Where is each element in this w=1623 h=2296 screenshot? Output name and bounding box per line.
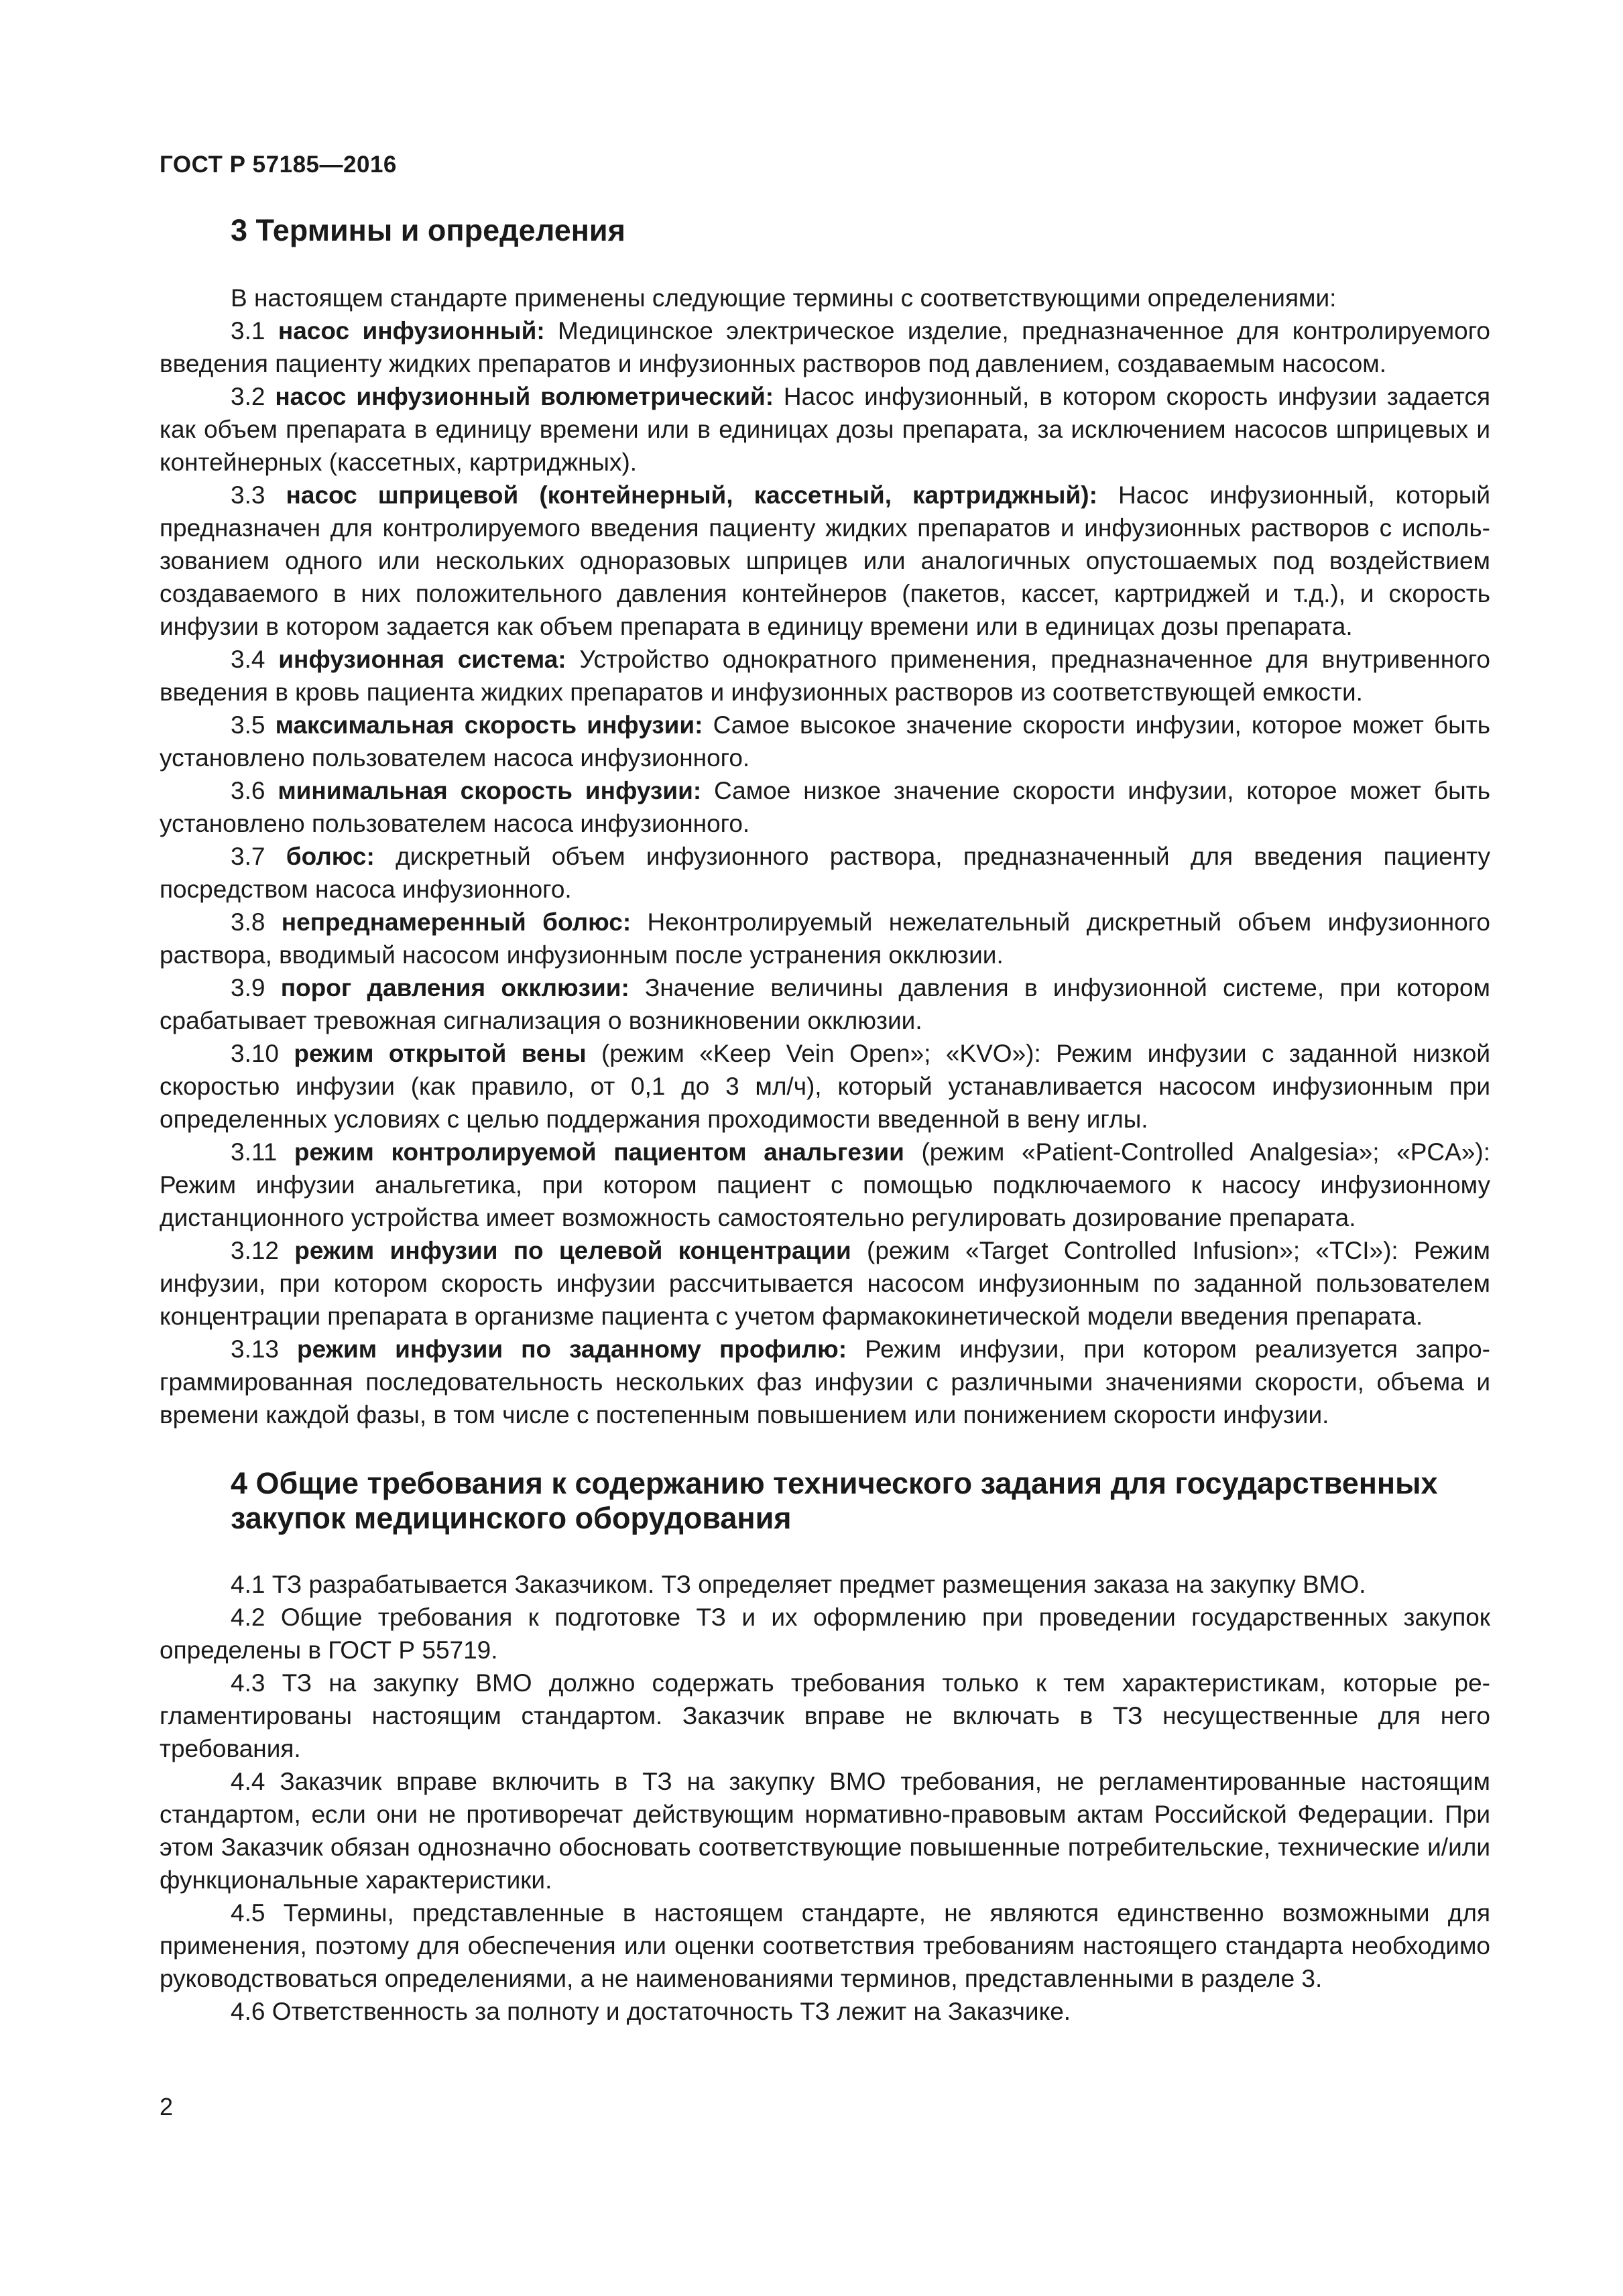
term-number: 3.9 — [231, 974, 281, 1002]
term-name: режим контролируемой пациентом анальгезии — [294, 1138, 904, 1166]
page-number: 2 — [160, 2093, 174, 2120]
term-number: 3.4 — [231, 646, 279, 673]
term-3-9 — [160, 971, 1490, 1037]
term-number: 3.6 — [231, 777, 278, 804]
section-3-title: 3 Термины и определения — [231, 213, 625, 247]
term-name: минимальная скорость инфузии: — [278, 777, 702, 804]
term-3-10 — [160, 1037, 1490, 1136]
term-definition: (режим «Keep Vein Open»; «KVO»): Режим инфузии с заданной низкой скоростью инфузии (как правило, от 0,1 до 3 мл/ч), который устанавливается насосом инфузионным при определенных условиях с целью поддержания проходимости введенной в вену иглы. — [160, 1040, 1490, 1133]
term-3-5 — [160, 709, 1490, 774]
term-definition: Медицинское электрическое изделие, предназначенное для контролируемого введения пациенту жидких препаратов и инфузионных растворов под давлением, создаваемым насосом. — [160, 317, 1491, 377]
term-number: 3.2 — [231, 383, 276, 410]
term-name: порог давления окклюзии: — [280, 974, 629, 1002]
term-name: насос шприцевой (контейнерный, кассетный, картриджный): — [286, 481, 1097, 509]
clause-4-5: 4.5 Термины, представленные в настоящем стандарте, не являются единственно возможными для применения, поэтому для обеспечения или оценки соответствия требованиям настоящего стандарта необходимо руководствоваться определениями, а не наименованиями терминов, представленными в разделе 3. — [160, 1899, 1490, 1992]
section-4-title: 4 Общие требования к содержанию технического задания для государственных закупок медицинского оборудования — [231, 1466, 1438, 1535]
document-body — [160, 213, 1490, 2028]
clause-4-3: 4.3 ТЗ на закупку ВМО должно содержать требования только к тем характеристикам, которые регламентированы настоящим стандартом. Заказчик вправе не включать в ТЗ несущественные для него требования. — [160, 1669, 1490, 1762]
clause-4-4: 4.4 Заказчик вправе включить в ТЗ на закупку ВМО требования, не регламентированные настоящим стандартом, если они не противоречат действующим нормативно-правовым актам Российской Федерации. При этом Заказчик обязан однозначно обосновать соответствующие повышенные потребительские, технические и/или функциональные характеристики. — [160, 1768, 1490, 1894]
term-definition: Устройство однократного применения, предназначенное для внутривенного введения в кровь пациента жидких препаратов и инфузионных растворов из соответствующей емкости. — [160, 646, 1490, 706]
term-definition: Самое высокое значение скорости инфузии, которое может быть установлено пользователем насоса инфузионного. — [160, 711, 1491, 772]
term-name: насос инфузионный волюметрический: — [275, 383, 774, 410]
term-number: 3.8 — [231, 908, 282, 936]
clause-4-6: 4.6 Ответственность за полноту и достаточность ТЗ лежит на Заказчике. — [231, 1998, 1071, 2025]
term-name: инфузионная система: — [278, 646, 566, 673]
term-number: 3.12 — [231, 1237, 295, 1264]
term-name: максимальная скорость инфузии: — [275, 711, 703, 739]
term-name: непреднамеренный болюс: — [281, 908, 632, 936]
term-3-3 — [160, 479, 1490, 643]
term-3-1 — [160, 314, 1490, 380]
term-3-4 — [160, 643, 1490, 709]
term-definition: Режим инфузии, при котором реализуется запрограммированная последовательность нескольких фаз инфузии с различными значениями скорости, объема и времени каждой фазы, в том числе с постепенным повышением или понижением скорости инфузии. — [160, 1335, 1490, 1429]
term-3-2 — [160, 380, 1490, 479]
term-definition: (режим «Target Controlled Infusion»; «TCI»): Режим инфузии, при котором скорость инфузии рассчитывается насосом инфузионным по заданной пользователем концентрации препарата в организме пациента с учетом фармакокинетической модели введения препарата. — [160, 1237, 1490, 1330]
term-3-6 — [160, 774, 1490, 840]
term-3-8 — [160, 906, 1490, 971]
term-number: 3.10 — [231, 1040, 294, 1067]
term-definition: Неконтролируемый нежелательный дискретный объем инфузионного раствора, вводимый насосом инфузионным после устранения окклюзии. — [160, 908, 1491, 969]
term-3-11 — [160, 1136, 1490, 1234]
term-3-13 — [160, 1333, 1490, 1431]
term-number: 3.13 — [231, 1335, 298, 1363]
term-3-7 — [160, 840, 1490, 906]
term-name: режим инфузии по целевой концентрации — [294, 1237, 851, 1264]
term-name: режим открытой вены — [294, 1040, 587, 1067]
term-3-12 — [160, 1234, 1490, 1333]
term-definition: Значение величины давления в инфузионной системе, при котором срабатывает тревожная сигнализация о возникновении окклюзии. — [160, 974, 1490, 1034]
term-number: 3.11 — [231, 1138, 294, 1166]
term-number: 3.5 — [231, 711, 276, 739]
term-definition: (режим «Patient-Controlled Analgesia»; «PCA»): Режим инфузии анальгетика, при котором пациент с помощью подключаемого к насосу инфузионному дистанционного устройства имеет возможность самостоятельно регулировать дозирование препарата. — [160, 1138, 1491, 1231]
term-number: 3.3 — [231, 481, 286, 509]
term-number: 3.1 — [231, 317, 278, 345]
term-name: насос инфузионный: — [278, 317, 545, 345]
clause-4-1: 4.1 ТЗ разрабатывается Заказчиком. ТЗ определяет предмет размещения заказа на закупку ВМО. — [231, 1571, 1366, 1598]
term-definition: дискретный объем инфузионного раствора, предназначенный для введения пациенту посредством насоса инфузионного. — [160, 843, 1490, 903]
document-code: ГОСТ Р 57185—2016 — [160, 152, 397, 178]
term-definition: Самое низкое значение скорости инфузии, которое может быть установлено пользователем насоса инфузионного. — [160, 777, 1490, 837]
term-definition: Насос инфузионный, в котором скорость инфузии задается как объем препарата в единицу времени или в единицах дозы препарата, за исключением насосов шприцевых и контейнерных (кассетных, картриджных). — [160, 383, 1491, 476]
term-definition: Насос инфузионный, который предназначен для контролируемого введения пациенту жидких препаратов и инфузионных растворов с использованием одного или нескольких одноразовых шприцев или аналогичных опустошаемых под воздействием создаваемого в них положительного давления контейнеров (пакетов, кассет, картриджей и т.д.), и скорость инфузии в котором задается как объем препарата в единицу времени или в единицах дозы препарата. — [160, 481, 1490, 640]
term-name: режим инфузии по заданному профилю: — [297, 1335, 847, 1363]
term-number: 3.7 — [231, 843, 286, 870]
clause-4-2: 4.2 Общие требования к подготовке ТЗ и их оформлению при проведении государственных закупок определены в ГОСТ Р 55719. — [160, 1604, 1490, 1664]
section-3-intro: В настоящем стандарте применены следующие термины с соответствующими определениями: — [231, 284, 1337, 312]
term-name: болюс: — [286, 843, 375, 870]
